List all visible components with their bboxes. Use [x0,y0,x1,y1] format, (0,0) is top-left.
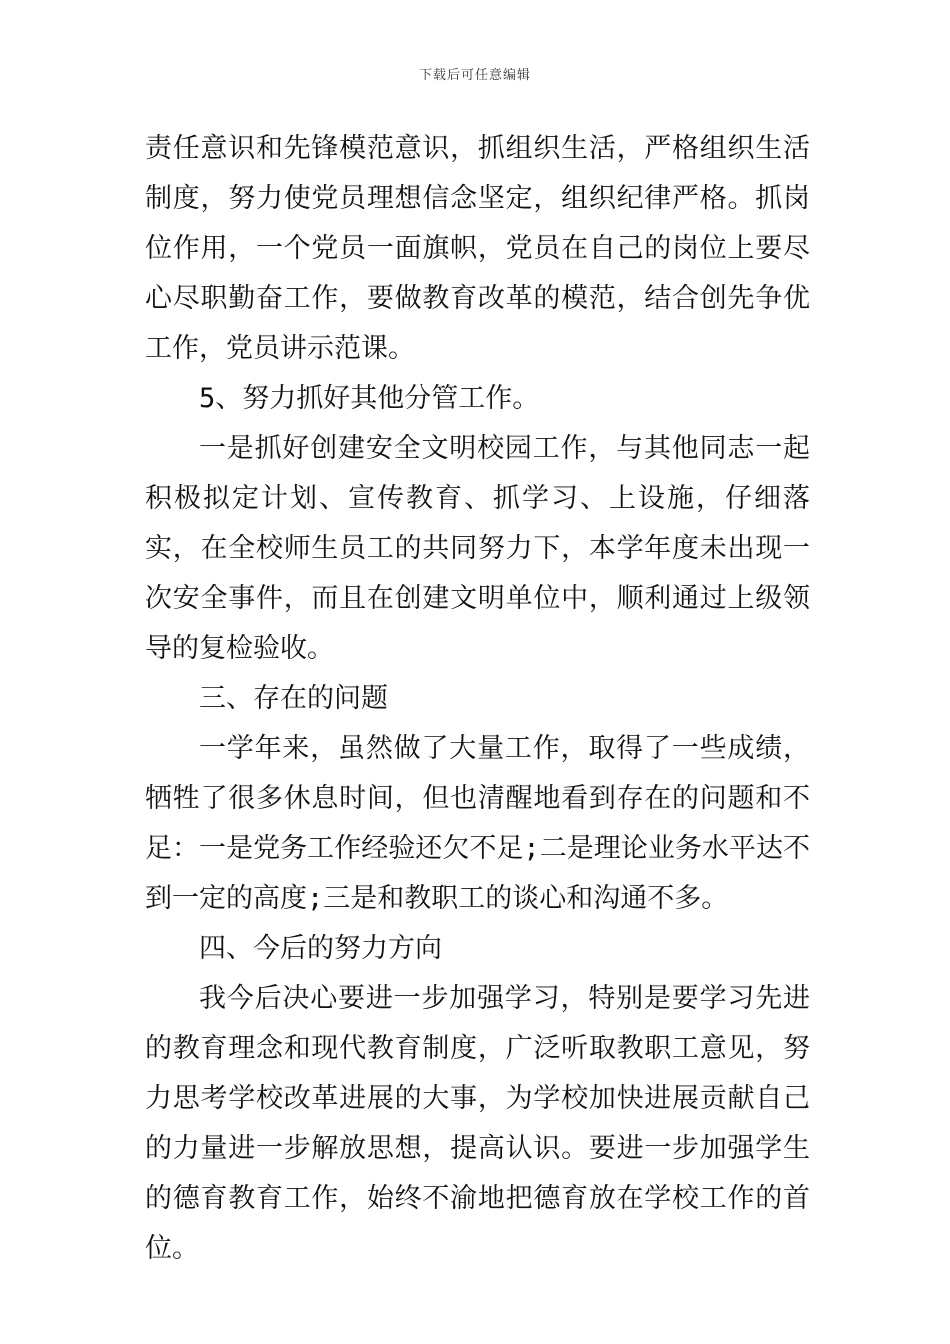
paragraph-future-plans: 我今后决心要进一步加强学习，特别是要学习先进的教育理念和现代教育制度，广泛听取教职工意见，努力思考学校改革进展的大事，为学校加快进展贡献自己的力量进一步解放思想，提高认识。要进一步加强学生的德育教育工作，始终不渝地把德育放在学校工作的首位。 [145,983,810,1264]
header-note: 下载后可任意编辑 [418,68,531,83]
paragraph-section-5-heading: 5、努力抓好其他分管工作。 [199,383,540,414]
paragraph-problems-heading: 三、存在的问题 [199,683,388,714]
paragraph-problems: 一学年来，虽然做了大量工作，取得了一些成绩，牺牲了很多休息时间，但也清醒地看到存在的问题和不足：一是党务工作经验还欠不足;二是理论业务水平达不到一定的高度;三是和教职工的谈心和沟通不多。 [145,733,810,914]
paragraph-party-organization: 责任意识和先锋模范意识，抓组织生活，严格组织生活制度，努力使党员理想信念坚定，组织纪律严格。抓岗位作用，一个党员一面旗帜，党员在自己的岗位上要尽心尽职勤奋工作，要做教育改革的模范，结合创先争优工作，党员讲示范课。 [145,133,810,364]
paragraph-future-heading: 四、今后的努力方向 [199,933,442,964]
document-body [145,124,810,1274]
paragraph-safety-campus: 一是抓好创建安全文明校园工作，与其他同志一起积极拟定计划、宣传教育、抓学习、上设施，仔细落实，在全校师生员工的共同努力下，本学年度未出现一次安全事件，而且在创建文明单位中，顺利通过上级领导的复检验收。 [145,433,810,664]
